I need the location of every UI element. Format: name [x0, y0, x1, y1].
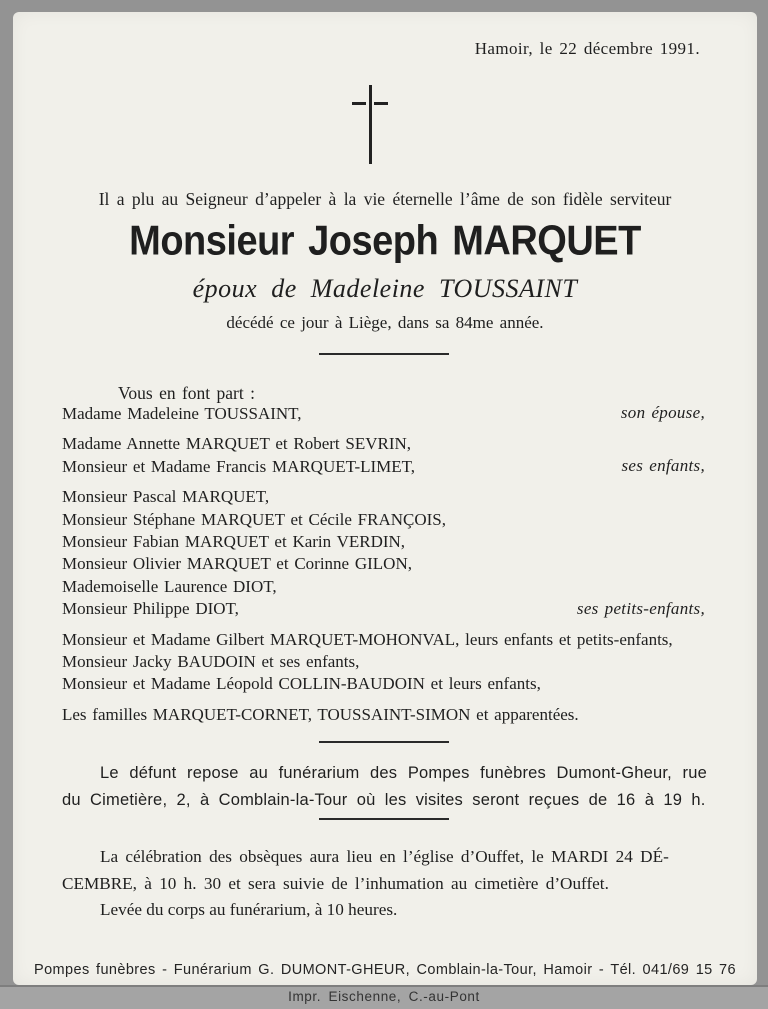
cross-vertical-bar	[369, 85, 372, 164]
family-member-line: Monsieur et Madame Léopold COLLIN-BAUDOIN et leurs enfants,	[62, 674, 541, 694]
family-group-spouse	[62, 403, 707, 425]
death-line: décédé ce jour à Liège, dans sa 84me année.	[226, 313, 544, 332]
cross-horizontal-bar-left	[352, 102, 366, 105]
family-group-children	[62, 433, 707, 478]
relation-label: ses petits-enfants,	[576, 598, 705, 618]
levee-line: Levée du corps au funérarium, à 10 heures.	[100, 900, 398, 919]
spouse-line: époux de Madeleine TOUSSAINT	[192, 274, 578, 303]
family-member-line: Monsieur et Madame Gilbert MARQUET-MOHONVAL, leurs enfants et petits-enfants,	[62, 629, 673, 649]
service-paragraph	[62, 843, 707, 897]
family-member-line: Mademoiselle Laurence DIOT,	[62, 576, 277, 596]
funeral-home-footer: Pompes funèbres - Funérarium G. DUMONT-GHEUR, Comblain-la-Tour, Hamoir - Tél. 041/69 15 76	[34, 962, 736, 978]
announcement-page	[13, 12, 757, 985]
family-member-line: Monsieur Olivier MARQUET et Corinne GILON,	[62, 554, 412, 574]
repose-paragraph: Le défunt repose au funérarium des Pompes funèbres Dumont-Gheur, rue du Cimetière, 2, à Comblain-la-Tour où les visites seront reçues de 16 à 19 h.	[62, 764, 707, 809]
section-divider	[319, 818, 449, 820]
section-divider	[319, 741, 449, 743]
family-list	[62, 403, 707, 734]
deceased-name: Monsieur Joseph MARQUET	[129, 218, 641, 265]
family-member-line: Monsieur Pascal MARQUET,	[62, 487, 270, 507]
section-divider	[319, 353, 449, 355]
dateline: Hamoir, le 22 décembre 1991.	[474, 39, 700, 58]
intro-line: Il a plu au Seigneur d’appeler à la vie éternelle l’âme de son fidèle serviteur	[98, 189, 672, 209]
family-member-line: Madame Annette MARQUET et Robert SEVRIN,	[62, 434, 412, 454]
relation-label: son épouse,	[620, 403, 705, 423]
family-member-line: Monsieur Jacky BAUDOIN et ses enfants,	[62, 652, 360, 672]
family-group-extended	[62, 629, 707, 696]
family-group-grandchildren	[62, 486, 707, 620]
family-member-line: Monsieur Fabian MARQUET et Karin VERDIN,	[62, 532, 406, 552]
family-member-line: Monsieur Stéphane MARQUET et Cécile FRANÇOIS,	[62, 509, 446, 529]
relation-label: ses enfants,	[621, 456, 705, 476]
service-paragraph-line: CEMBRE, à 10 h. 30 et sera suivie de l’inhumation au cimetière d’Ouffet.	[62, 874, 609, 893]
family-member-line: Madame Madeleine TOUSSAINT,	[62, 404, 302, 423]
announce-heading: Vous en font part :	[118, 383, 255, 403]
family-member-line: Monsieur Philippe DIOT,	[62, 599, 239, 619]
cross-horizontal-bar-right	[374, 102, 388, 105]
service-paragraph-line: La célébration des obsèques aura lieu en l’église d’Ouffet, le MARDI 24 DÉ-	[100, 847, 669, 866]
family-group-families	[62, 704, 707, 726]
printer-imprint: Impr. Eischenne, C.-au-Pont	[0, 985, 768, 1009]
family-member-line: Les familles MARQUET-CORNET, TOUSSAINT-SIMON et apparentées.	[62, 704, 579, 724]
family-member-line: Monsieur et Madame Francis MARQUET-LIMET,	[62, 456, 416, 476]
